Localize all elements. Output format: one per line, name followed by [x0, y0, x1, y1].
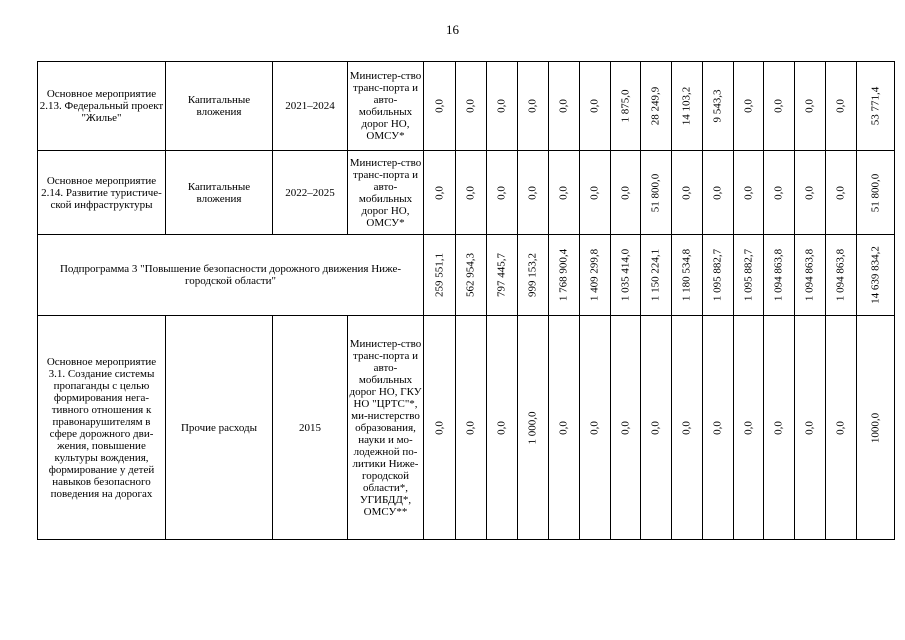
value-cell	[734, 151, 764, 235]
value-cell	[672, 151, 703, 235]
value-text: 1 768 900,4	[557, 248, 570, 302]
value-text: 1 094 863,8	[834, 248, 847, 302]
value-text: 0,0	[772, 420, 785, 435]
value-text: 0,0	[557, 99, 570, 113]
value-cell	[826, 62, 857, 151]
value-text: 0,0	[495, 185, 508, 200]
value-cell	[424, 316, 456, 540]
value-cell	[703, 235, 734, 316]
value-cell	[487, 151, 518, 235]
value-cell	[734, 235, 764, 316]
value-text: 1 875,0	[619, 89, 631, 123]
value-text: 0,0	[433, 185, 445, 200]
subprogram-title: Подпрограмма 3 "Повышение безопасности дорожного движения Ниже-городской области"	[38, 235, 424, 316]
value-cell	[580, 62, 611, 151]
value-cell	[641, 151, 672, 235]
value-cell	[641, 316, 672, 540]
value-cell	[826, 151, 857, 235]
value-cell	[456, 62, 487, 151]
value-cell	[611, 151, 641, 235]
value-cell	[424, 62, 456, 151]
value-text: 0,0	[742, 420, 754, 435]
value-cell	[549, 151, 580, 235]
value-cell	[826, 235, 857, 316]
value-text: 0,0	[495, 420, 508, 435]
value-text: 1 150 224,1	[649, 248, 662, 302]
value-text: 0,0	[834, 420, 847, 435]
value-cell	[703, 62, 734, 151]
value-text: 797 445,7	[495, 253, 508, 297]
value-text: 0,0	[711, 420, 724, 435]
value-text: 28 249,9	[649, 86, 662, 126]
value-cell	[456, 151, 487, 235]
value-text: 0,0	[834, 185, 847, 200]
value-text: 0,0	[834, 99, 847, 113]
value-cell	[549, 62, 580, 151]
value-cell	[764, 316, 795, 540]
value-text: 1 000,0	[526, 411, 539, 444]
value-text: 259 551,1	[433, 253, 445, 297]
value-text: 0,0	[772, 185, 785, 200]
value-text: 0,0	[711, 185, 724, 200]
page-number: 16	[446, 22, 459, 37]
period-cell: 2015	[273, 316, 348, 540]
value-cell	[764, 235, 795, 316]
value-cell	[518, 62, 549, 151]
value-text: 0,0	[649, 420, 662, 435]
value-cell	[518, 151, 549, 235]
value-text: 0,0	[557, 420, 570, 435]
value-cell	[641, 62, 672, 151]
expense-type-cell: Прочие расходы	[166, 316, 273, 540]
period-cell: 2021–2024	[273, 62, 348, 151]
table-row	[38, 316, 895, 540]
value-text: 0,0	[433, 99, 445, 113]
value-cell	[549, 316, 580, 540]
value-text: 0,0	[619, 185, 631, 200]
executor-cell: Министер-ство транс-порта и авто-мобильных дорог НО, ГКУ НО "ЦРТС"*, ми-нистерство образования, науки и мо-лодежной по-литики Ниже-городской области*, УГИБДД*, ОМСУ**	[348, 316, 424, 540]
executor-cell: Министер-ство транс-порта и авто-мобильных дорог НО, ОМСУ*	[348, 151, 424, 235]
value-text: 999 153,2	[526, 253, 539, 297]
value-cell	[518, 235, 549, 316]
value-cell	[487, 316, 518, 540]
value-text: 14 639 834,2	[869, 246, 881, 304]
value-cell	[518, 316, 549, 540]
value-cell	[795, 62, 826, 151]
value-text: 0,0	[803, 99, 816, 113]
value-text: 0,0	[557, 185, 570, 200]
budget-table	[37, 61, 895, 540]
table-body	[38, 62, 895, 540]
value-text: 0,0	[588, 99, 601, 113]
value-cell	[580, 316, 611, 540]
value-cell	[487, 235, 518, 316]
total-value-cell	[857, 235, 895, 316]
expense-type-cell: Капитальные вложения	[166, 151, 273, 235]
value-text: 1 035 414,0	[619, 248, 631, 302]
value-text: 51 800,0	[869, 173, 881, 212]
total-value-cell	[857, 62, 895, 151]
value-text: 0,0	[464, 185, 477, 200]
value-text: 1 095 882,7	[711, 248, 724, 302]
value-cell	[487, 62, 518, 151]
value-cell	[611, 316, 641, 540]
value-text: 0,0	[680, 420, 693, 435]
value-cell	[703, 151, 734, 235]
value-text: 1 095 882,7	[742, 248, 754, 302]
value-text: 1 180 534,8	[680, 248, 693, 302]
value-cell	[456, 316, 487, 540]
value-cell	[549, 235, 580, 316]
value-cell	[424, 235, 456, 316]
value-cell	[734, 316, 764, 540]
value-cell	[672, 62, 703, 151]
value-text: 0,0	[464, 99, 477, 113]
value-text: 0,0	[680, 185, 693, 200]
value-cell	[795, 235, 826, 316]
value-text: 1 094 863,8	[772, 248, 785, 302]
value-cell	[734, 62, 764, 151]
activity-cell: Основное мероприятие 2.14. Развитие туристиче-ской инфраструктуры	[38, 151, 166, 235]
value-cell	[580, 235, 611, 316]
table-row	[38, 151, 895, 235]
value-text: 0,0	[526, 185, 539, 200]
value-cell	[611, 62, 641, 151]
total-value-cell	[857, 316, 895, 540]
value-text: 14 103,2	[680, 86, 693, 126]
value-text: 0,0	[495, 99, 508, 113]
value-text: 0,0	[619, 420, 631, 435]
value-cell	[611, 235, 641, 316]
activity-cell: Основное мероприятие 2.13. Федеральный проект "Жилье"	[38, 62, 166, 151]
table-row	[38, 235, 895, 316]
value-cell	[795, 316, 826, 540]
expense-type-cell: Капитальные вложения	[166, 62, 273, 151]
value-text: 0,0	[526, 99, 539, 113]
value-text: 1000,0	[869, 412, 881, 443]
period-cell: 2022–2025	[273, 151, 348, 235]
value-text: 1 409 299,8	[588, 248, 601, 302]
value-text: 1 094 863,8	[803, 248, 816, 302]
activity-cell: Основное мероприятие 3.1. Создание системы пропаганды с целью формирования нега-тивного отношения к правонарушителям в сфере дорожного дви-жения, повышение культуры вождения, формирование у детей навыков безопасного поведения на дорогах	[38, 316, 166, 540]
value-text: 0,0	[742, 99, 754, 113]
value-cell	[764, 62, 795, 151]
value-text: 51 800,0	[649, 173, 662, 212]
value-text: 0,0	[742, 185, 754, 200]
value-cell	[641, 235, 672, 316]
value-text: 0,0	[588, 185, 601, 200]
value-text: 9 543,3	[711, 89, 724, 123]
value-cell	[672, 316, 703, 540]
value-text: 0,0	[803, 185, 816, 200]
value-text: 0,0	[464, 420, 477, 435]
value-cell	[672, 235, 703, 316]
value-text: 562 954,3	[464, 253, 477, 297]
value-cell	[826, 316, 857, 540]
value-cell	[424, 151, 456, 235]
value-text: 0,0	[588, 420, 601, 435]
value-text: 0,0	[803, 420, 816, 435]
value-cell	[795, 151, 826, 235]
value-cell	[703, 316, 734, 540]
executor-cell: Министер-ство транс-порта и авто-мобильных дорог НО, ОМСУ*	[348, 62, 424, 151]
table-row	[38, 62, 895, 151]
value-text: 53 771,4	[869, 86, 881, 126]
value-cell	[764, 151, 795, 235]
value-text: 0,0	[433, 420, 445, 435]
value-text: 0,0	[772, 99, 785, 113]
value-cell	[456, 235, 487, 316]
total-value-cell	[857, 151, 895, 235]
value-cell	[580, 151, 611, 235]
